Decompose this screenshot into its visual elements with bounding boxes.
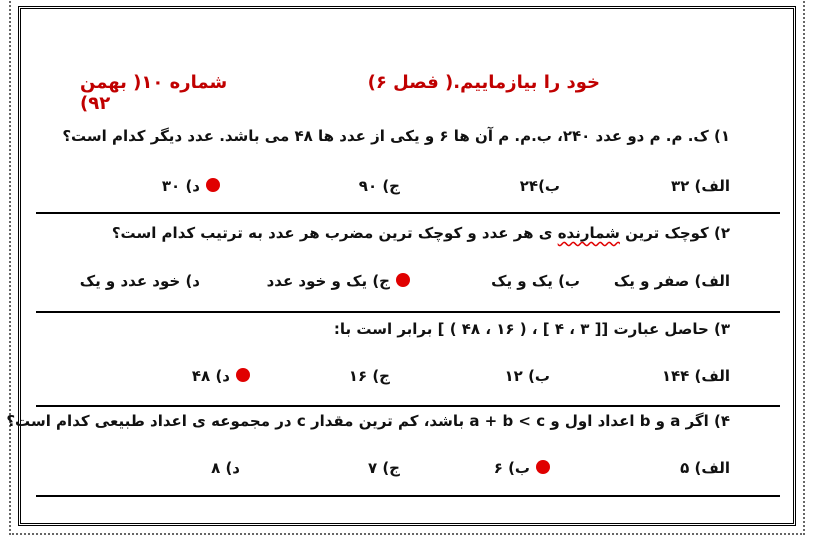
q4-option-a[interactable]: الف) ۵ (680, 459, 730, 477)
q3-option-c[interactable]: ج) ۱۶ (348, 367, 390, 385)
q4-option-d[interactable]: د) ۸ (211, 459, 240, 477)
q4-option-b-label: ب) ۶ (493, 459, 530, 477)
q1-option-d-label: د) ۳۰ (161, 177, 200, 195)
q1-option-d[interactable] (162, 177, 220, 195)
question-2-text-end: ی هر عدد و کوچک ترین مضرب هر عدد به ترتیب کدام است؟ (111, 224, 558, 242)
section-divider (36, 311, 780, 313)
worksheet-title (80, 66, 600, 114)
question-2-text (80, 224, 730, 242)
selected-answer-dot (206, 178, 220, 192)
q4-option-b[interactable] (494, 459, 550, 477)
question-3-text: ۳) حاصل عبارت [[ ۳ ، ۴ ] ، ( ۱۶ ، ۴۸ ) ] برابر است با: (333, 320, 730, 338)
q2-option-c-label: ج) یک و خود عدد (266, 272, 390, 290)
q3-option-b[interactable]: ب) ۱۲ (504, 367, 550, 385)
question-2-text-start: ۲) کوچک ترین (619, 224, 730, 242)
selected-answer-dot (396, 273, 410, 287)
q1-option-a[interactable]: الف) ۳۲ (670, 177, 730, 195)
q3-option-d-label: د) ۴۸ (191, 367, 230, 385)
q1-option-c[interactable]: ج) ۹۰ (358, 177, 400, 195)
q2-option-b[interactable]: ب) یک و یک (491, 272, 580, 290)
section-divider (36, 212, 780, 214)
q3-option-d[interactable] (192, 367, 250, 385)
selected-answer-dot (536, 460, 550, 474)
section-divider (36, 405, 780, 407)
selected-answer-dot (236, 368, 250, 382)
q2-option-d[interactable]: د) خود عدد و یک (79, 272, 200, 290)
question-2-options (80, 272, 730, 296)
question-1-options (80, 177, 730, 201)
q4-option-c[interactable]: ج) ۷ (367, 459, 400, 477)
question-3-options (80, 367, 730, 391)
q2-option-a[interactable]: الف) صفر و یک (613, 272, 730, 290)
q1-option-b[interactable]: ب)۲۴ (519, 177, 560, 195)
question-1-text: ۱) ک. م. م دو عدد ۲۴۰، ب.م. م آن ها ۶ و یکی از عدد ها ۴۸ می باشد. عدد دیگر کدام است؟ (62, 127, 730, 145)
section-divider (36, 495, 780, 497)
spellcheck-marked-word: شمارنده (557, 224, 620, 242)
q3-option-a[interactable]: الف) ۱۴۴ (661, 367, 730, 385)
q2-option-c[interactable] (267, 272, 410, 290)
question-4-text: ۴) اگر a و b اعداد اول و a + b < c باشد، کم ترین مقدار c در مجموعه ی اعداد طبیعی کدام است؟ (6, 412, 730, 430)
title-number: شماره ۱۰( بهمن ۹۲) (80, 72, 228, 114)
question-4-options (80, 459, 730, 483)
title-main: خود را بیازماییم.( فصل ۶) (367, 72, 600, 93)
